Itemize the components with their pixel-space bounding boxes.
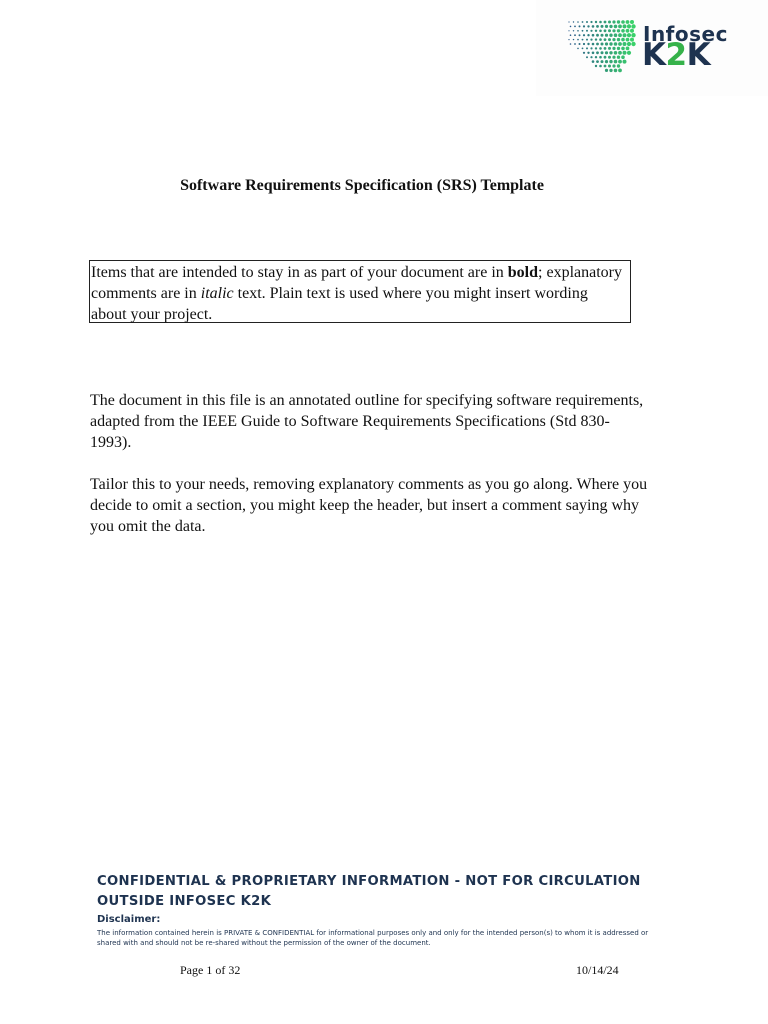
note-bold-word: bold [507,264,539,281]
logo-dot [573,30,574,31]
logo-dot [623,51,627,55]
logo-dot [623,33,627,37]
logo-dot [631,42,635,46]
logo-dot [599,30,602,33]
company-logo [536,0,768,96]
logo-dot [570,26,572,28]
logo-dot [618,51,622,55]
logo-dot [614,51,618,55]
logo-dot [582,48,584,50]
logo-dot [574,43,576,45]
note-text-3: text. Plain text is used where you might insert wording about your project. [91,285,588,323]
logo-dot [609,69,612,72]
logo-dot [579,43,581,45]
logo-dot [609,60,612,63]
logo-dot [590,30,592,32]
logo-dot [617,56,620,59]
logo-word-k2k [642,37,711,73]
logo-dot [570,34,572,36]
logo-dot [609,42,612,45]
logo-dot [614,42,618,46]
logo-k-left: K [642,37,666,73]
logo-dot [582,21,584,23]
logo-dot [618,33,622,37]
logo-dot [608,21,611,24]
logo-dot [604,21,607,24]
logo-dot [608,47,611,50]
logo-dot [587,34,589,36]
logo-dot [586,21,588,23]
note-text-1: Items that are intended to stay in as part of your document are in [91,264,508,281]
tailor-paragraph: Tailor this to your needs, removing explanatory comments as you go along. Where you decide to omit a section, you might keep the header, but insert a comment saying why you omit the data. [90,476,648,535]
logo-dot [601,43,604,46]
logo-dot [570,43,572,45]
logo-dot [583,25,585,27]
logo-dot [574,34,576,36]
logo-dot [599,21,602,24]
logo-dot [618,42,622,46]
logo-dot [582,30,584,32]
logo-dot [618,69,622,73]
logo-dot [617,38,620,41]
logo-dot [604,47,607,50]
logo-dot [577,30,579,32]
logo-dot [612,47,615,50]
logo-dot [621,38,625,42]
logo-dot [605,51,608,54]
logo-dot [618,25,622,29]
logo-k-right: K [686,37,711,73]
logo-dot [604,38,607,41]
logo-dot [604,65,607,68]
logo-dot [583,43,585,45]
logo-dot [596,60,599,63]
logo-dot [590,47,592,49]
instruction-box [89,260,631,323]
logo-dot [631,24,635,28]
logo-dot [614,69,618,73]
logo-dot [617,64,620,67]
logo-dot [609,25,612,28]
logo-dot [592,60,595,63]
logo-dot [630,20,634,24]
confidential-heading: CONFIDENTIAL & PROPRIETARY INFORMATION - NOT FOR CIRCULATION OUTSIDE INFOSEC K2K [97,874,641,909]
logo-dot [577,48,579,50]
logo-dot [599,56,602,59]
logo-dot [618,60,622,64]
logo-dot [621,29,625,33]
logo-dot [609,34,612,37]
logo-dot [595,21,597,23]
logo-dot [617,47,620,50]
logo-dot [590,39,592,41]
logo-dot [623,24,627,28]
logo-dot [612,38,615,41]
logo-dot [601,25,604,28]
logo-dot [573,39,574,40]
logo-dot [582,39,584,41]
logo-dot [614,25,618,29]
logo-dot [577,21,579,23]
logo-dot [608,65,611,68]
logo-2-accent: 2 [665,37,687,73]
logo-dot [626,29,630,33]
logo-dot [627,24,631,28]
logo-dot [608,38,611,41]
logo-dot [595,65,597,67]
logo-dot [621,47,625,51]
logo-dot [612,20,615,23]
logo-dot [586,47,588,49]
logo-dot [595,30,597,32]
logo-dot [612,29,615,32]
logo-dot [605,42,608,45]
note-text-2: ; explanatory comments are in [91,264,622,302]
logo-dot [599,38,602,41]
logo-dot [587,43,589,45]
logo-dot [621,55,625,59]
logo-dot [626,47,630,51]
logo-dot [631,33,635,37]
logo-dot [626,38,630,42]
logo-dot [617,20,620,23]
logo-dot [573,21,574,22]
logo-dot [568,21,569,22]
logo-dot [590,21,592,23]
logo-dot [568,30,569,31]
logo-dot [614,33,618,37]
logo-dot [586,39,588,41]
logo-dot [627,42,631,46]
logo-dot [579,25,581,27]
disclaimer-text: The information contained herein is PRIVATE & CONFIDENTIAL for informational purposes only and only for the intended person(s) to whom it is addressed or shared with and should not be re-shared without the permission of the owner of the document. [97,929,649,947]
logo-dot [592,34,595,37]
logo-dot [601,60,604,63]
logo-dot [627,51,631,55]
note-italic-word: italic [200,285,234,302]
logo-dot [604,56,607,59]
shield-dots-icon [566,18,638,76]
logo-dot [595,56,597,58]
intro-paragraph: The document in this file is an annotated outline for specifying software requirements, adapted from the IEEE Guide to Software Requirements Specifications (Std 830-1993). [90,392,644,451]
logo-dot [608,56,611,59]
logo-dot [583,34,585,36]
logo-dot [595,38,597,40]
logo-dot [605,25,608,28]
logo-dot [599,65,602,68]
logo-dot [608,29,611,32]
logo-dot [596,43,599,46]
logo-dot [630,38,634,42]
logo-dot [595,47,597,49]
logo-dot [596,34,599,37]
logo-dot [586,56,588,58]
logo-dot [592,52,595,55]
logo-dot [623,60,627,64]
logo-dot [577,39,579,41]
logo-dot [621,20,625,24]
logo-dot [599,47,602,50]
logo-dot [596,25,599,28]
logo-dot [579,34,581,36]
logo-word-infosec: Infosec [643,22,728,46]
logo-dot [574,26,576,28]
logo-dot [626,20,630,24]
logo-dot [596,51,599,54]
logo-dot [612,56,615,59]
logo-dot [609,51,612,54]
disclaimer-label: Disclaimer: [97,914,161,925]
logo-dot [587,52,589,54]
logo-dot [614,60,618,64]
logo-dot [612,64,615,67]
document-title: Software Requirements Specification (SRS) Template [180,177,544,194]
logo-dot [601,34,604,37]
logo-dot [623,42,627,46]
logo-dot [568,39,569,40]
logo-dot [587,25,589,27]
logo-dot [627,33,631,37]
logo-dot [592,43,595,46]
logo-dot [586,30,588,32]
logo-dot [604,29,607,32]
logo-dot [590,56,592,58]
logo-dot [592,25,595,28]
logo-dot [605,69,608,72]
logo-dot [601,51,604,54]
logo-dot [605,34,608,37]
page-number: Page 1 of 32 [180,963,241,977]
logo-dot [617,29,620,32]
logo-dot [630,29,634,33]
logo-dot [605,60,608,63]
logo-dot [583,52,585,54]
footer-date: 10/14/24 [576,963,619,977]
